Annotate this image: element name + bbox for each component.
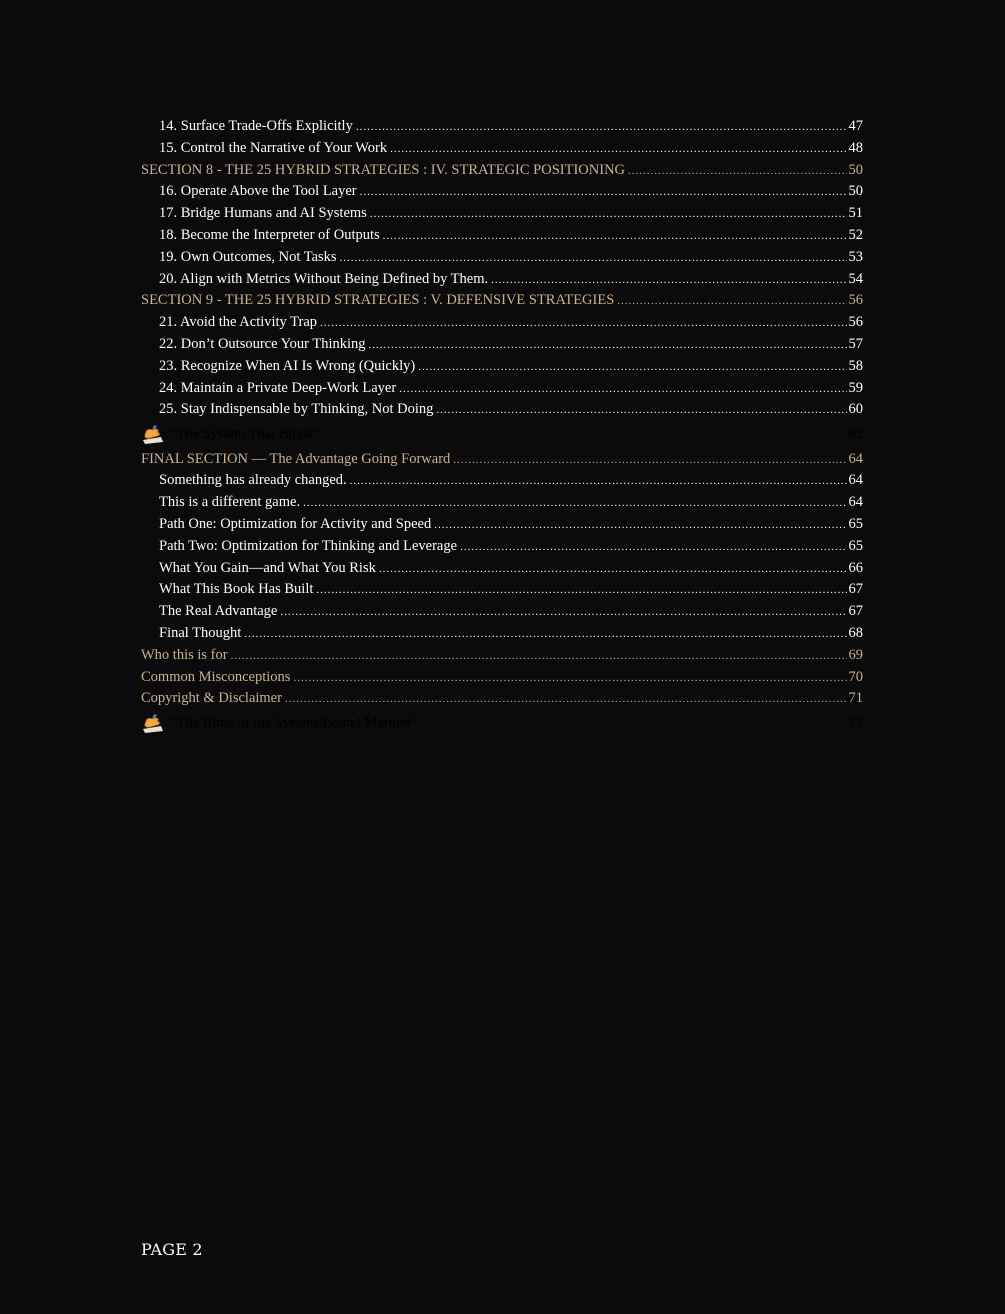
toc-entry-title: “The System That Binds” <box>170 426 320 443</box>
toc-entry-title: 20. Align with Metrics Without Being Defined by Them. <box>159 270 489 287</box>
toc-page-number: 72 <box>848 715 863 732</box>
toc-page-number: 47 <box>848 118 863 134</box>
toc-entry[interactable] <box>141 269 863 291</box>
dot-leader <box>383 226 847 248</box>
toc-page-number: 64 <box>848 494 863 511</box>
toc-entry-title: 17. Bridge Humans and AI Systems <box>159 205 367 222</box>
toc-entry-title: 19. Own Outcomes, Not Tasks <box>159 248 337 265</box>
toc-entry-title: The Real Advantage <box>159 603 278 620</box>
toc-entry-title: This is a different game. <box>159 494 301 511</box>
toc-page-number: 64 <box>848 450 863 467</box>
dot-leader <box>320 313 846 335</box>
dot-leader <box>491 270 846 292</box>
toc-entry-title: Path Two: Optimization for Thinking and Leverage <box>159 537 458 554</box>
toc-entry-title: 15. Control the Narrative of Your Work <box>159 139 388 156</box>
toc-page-number: 50 <box>848 161 863 178</box>
writing-hand-icon <box>141 423 165 445</box>
dot-leader <box>356 117 847 139</box>
toc-section-entry[interactable] <box>141 449 863 471</box>
toc-entry-title: 18. Become the Interpreter of Outputs <box>159 226 380 243</box>
toc-page-number: 54 <box>848 270 863 287</box>
dot-leader <box>340 248 847 270</box>
toc-poem-entry[interactable] <box>141 421 863 449</box>
toc-entry[interactable] <box>141 181 863 203</box>
toc-entry-title: FINAL SECTION — The Advantage Going Forward <box>141 450 451 467</box>
toc-entry[interactable] <box>141 536 863 558</box>
toc-page-number: 58 <box>848 357 863 374</box>
toc-entry[interactable] <box>141 247 863 269</box>
toc-entry-title: SECTION 9 - THE 25 HYBRID STRATEGIES : V. DEFENSIVE STRATEGIES <box>141 292 615 309</box>
toc-poem-entry[interactable] <box>141 710 863 738</box>
toc-section-entry[interactable] <box>141 160 863 182</box>
toc-page-number: 53 <box>848 248 863 265</box>
toc-entry-title: SECTION 8 - THE 25 HYBRID STRATEGIES : IV. STRATEGIC POSITIONING <box>141 161 626 178</box>
dot-leader <box>369 335 847 357</box>
toc-entry[interactable] <box>141 378 863 400</box>
dot-leader <box>390 139 846 161</box>
toc-entry[interactable] <box>141 514 863 536</box>
toc-entry[interactable] <box>141 312 863 334</box>
dot-leader <box>379 559 847 581</box>
dot-leader <box>617 291 846 313</box>
toc-page-number: 52 <box>848 226 863 243</box>
dot-leader <box>350 471 847 493</box>
toc-entry-title: What This Book Has Built <box>159 581 314 598</box>
toc-entry[interactable] <box>141 601 863 623</box>
dot-leader <box>399 379 846 401</box>
toc-section-entry[interactable] <box>141 645 863 667</box>
toc-entry[interactable] <box>141 203 863 225</box>
toc-entry-title: “The Rime of the System-Bound Mariner” <box>170 715 418 732</box>
toc-entry[interactable] <box>141 492 863 514</box>
toc-page-number: 67 <box>848 603 863 620</box>
toc-entry-title: Copyright & Disclaimer <box>141 690 282 707</box>
toc-entry-title: Who this is for <box>141 646 228 663</box>
toc-entry[interactable] <box>141 138 863 160</box>
toc-page-number: 66 <box>848 559 863 576</box>
dot-leader <box>418 357 846 379</box>
toc-entry[interactable] <box>141 225 863 247</box>
toc-entry-title: 23. Recognize When AI Is Wrong (Quickly) <box>159 357 416 374</box>
page-number: PAGE 2 <box>141 1240 203 1259</box>
dot-leader <box>280 602 846 624</box>
dot-leader <box>244 624 846 646</box>
toc-page-number: 51 <box>848 205 863 222</box>
toc-page-number: 69 <box>848 646 863 663</box>
toc-entry-title: Final Thought <box>159 625 242 642</box>
toc-entry-title: Path One: Optimization for Activity and Speed <box>159 516 432 533</box>
toc-page-number: 64 <box>848 472 863 489</box>
toc-entry-title: Something has already changed. <box>159 472 347 489</box>
dot-leader <box>628 161 846 183</box>
toc-page-number: 68 <box>848 625 863 642</box>
toc-entry[interactable] <box>141 334 863 356</box>
toc-entry-title: 21. Avoid the Activity Trap <box>159 314 318 331</box>
toc-page-number: 57 <box>848 335 863 352</box>
toc-section-entry[interactable] <box>141 290 863 312</box>
toc-section-entry[interactable] <box>141 688 863 710</box>
toc-page-number: 50 <box>848 183 863 200</box>
toc-entry-title: 24. Maintain a Private Deep-Work Layer <box>159 379 397 396</box>
toc-page-number: 48 <box>848 139 863 156</box>
dot-leader <box>360 182 847 204</box>
dot-leader <box>322 421 846 449</box>
toc-entry[interactable] <box>141 399 863 421</box>
toc-page-number: 65 <box>848 516 863 533</box>
toc-page-number: 65 <box>848 537 863 554</box>
dot-leader <box>293 668 846 690</box>
dot-leader <box>460 537 846 559</box>
toc-entry-title: Common Misconceptions <box>141 668 291 685</box>
toc-entry[interactable] <box>141 558 863 580</box>
dot-leader <box>421 710 847 738</box>
toc-section-entry[interactable] <box>141 667 863 689</box>
toc-page-number: 70 <box>848 668 863 685</box>
toc-page-number: 59 <box>848 379 863 396</box>
dot-leader <box>285 689 847 711</box>
table-of-contents <box>141 116 863 738</box>
toc-entry[interactable] <box>141 116 863 138</box>
toc-entry-title: What You Gain—and What You Risk <box>159 559 376 576</box>
toc-entry[interactable] <box>141 623 863 645</box>
toc-page-number: 71 <box>848 690 863 707</box>
dot-leader <box>303 493 846 515</box>
dot-leader <box>434 515 846 537</box>
toc-entry-title: 16. Operate Above the Tool Layer <box>159 183 357 200</box>
toc-entry[interactable] <box>141 579 863 601</box>
toc-page-number: 56 <box>848 314 863 331</box>
toc-entry-title: 25. Stay Indispensable by Thinking, Not Doing <box>159 401 434 418</box>
dot-leader <box>231 646 847 668</box>
dot-leader <box>453 450 846 472</box>
toc-entry-title: 14. Surface Trade-Offs Explicitly <box>159 118 353 134</box>
toc-entry[interactable] <box>141 470 863 492</box>
toc-page-number: 67 <box>848 581 863 598</box>
toc-entry-title: 22. Don’t Outsource Your Thinking <box>159 335 366 352</box>
writing-hand-icon <box>141 712 165 734</box>
dot-leader <box>316 580 846 602</box>
dot-leader <box>436 400 846 422</box>
toc-entry[interactable] <box>141 356 863 378</box>
toc-page-number: 60 <box>848 401 863 418</box>
toc-page-number: 62 <box>848 426 863 443</box>
toc-page-number: 56 <box>848 292 863 309</box>
dot-leader <box>370 204 847 226</box>
